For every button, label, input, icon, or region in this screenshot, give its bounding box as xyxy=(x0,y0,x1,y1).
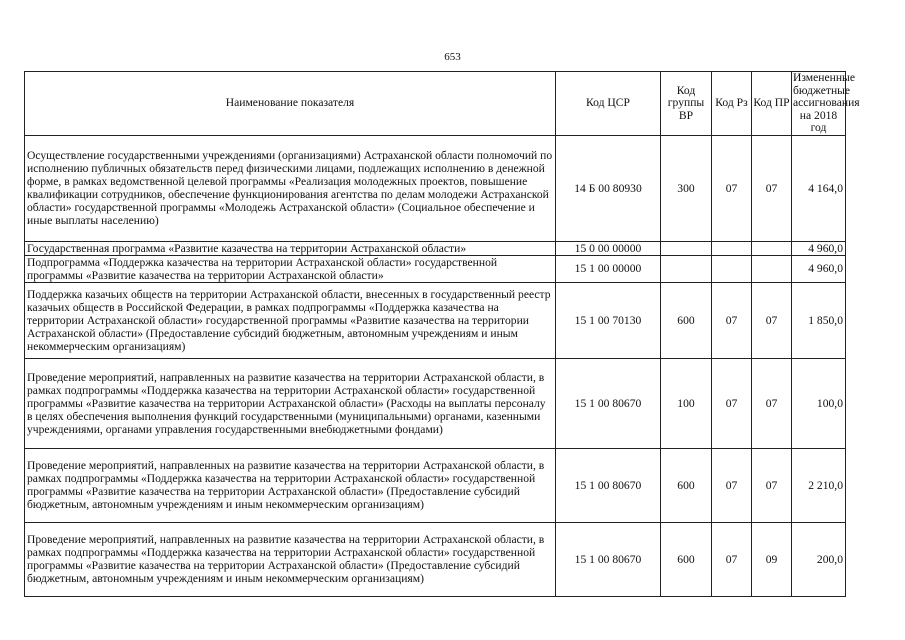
row-vr-code: 600 xyxy=(661,282,712,358)
row-pr-code: 07 xyxy=(752,448,792,522)
row-pr-code xyxy=(752,255,792,282)
row-vr-code: 600 xyxy=(661,522,712,596)
row-name: Государственная программа «Развитие казачества на территории Астраханской области» xyxy=(25,241,556,255)
row-csr-code: 15 1 00 80670 xyxy=(556,448,661,522)
header-amount: Измененные бюджетные ассигнования на 2018 год xyxy=(793,71,860,134)
row-csr-code: 15 0 00 00000 xyxy=(556,241,661,255)
table-body xyxy=(25,135,846,596)
header-csr-code: Код ЦСР xyxy=(556,72,661,136)
table-row xyxy=(25,282,846,358)
row-rz-code: 07 xyxy=(712,358,752,448)
row-name: Подпрограмма «Поддержка казачества на территории Астраханской области» государственной программы «Развитие казачества на территории Астраханской области» xyxy=(25,255,556,282)
header-rz-code: Код Рз xyxy=(712,72,752,136)
row-pr-code: 07 xyxy=(752,135,792,241)
row-vr-code: 100 xyxy=(661,358,712,448)
row-rz-code: 07 xyxy=(712,522,752,596)
table-row xyxy=(25,135,846,241)
row-amount: 200,0 xyxy=(792,522,846,596)
header-pr-code: Код ПР xyxy=(752,72,792,136)
row-pr-code: 07 xyxy=(752,358,792,448)
row-vr-code xyxy=(661,255,712,282)
row-vr-code: 600 xyxy=(661,448,712,522)
table-row xyxy=(25,522,846,596)
row-amount: 100,0 xyxy=(792,358,846,448)
row-rz-code: 07 xyxy=(712,448,752,522)
row-pr-code: 07 xyxy=(752,282,792,358)
table-row xyxy=(25,448,846,522)
table-row xyxy=(25,255,846,282)
row-amount: 4 960,0 xyxy=(792,241,846,255)
row-rz-code: 07 xyxy=(712,282,752,358)
row-vr-code: 300 xyxy=(661,135,712,241)
header-vr-group-code: Код группы ВР xyxy=(661,72,712,136)
header-row xyxy=(25,72,846,136)
row-amount: 1 850,0 xyxy=(792,282,846,358)
header-name: Наименование показателя xyxy=(25,72,556,136)
row-rz-code: 07 xyxy=(712,135,752,241)
row-vr-code xyxy=(661,241,712,255)
row-csr-code: 15 1 00 80670 xyxy=(556,358,661,448)
row-csr-code: 14 Б 00 80930 xyxy=(556,135,661,241)
row-name: Поддержка казачьих обществ на территории Астраханской области, внесенных в государственный реестр казачьих обществ в Российской Федерации, в рамках подпрограммы «Поддержка казачества на территории Астраханской области» государственной программы «Развитие казачества на территории Астраханской области» (Предоставление субсидий бюджетным, автономным учреждениям и иным некоммерческим организациям) xyxy=(25,282,556,358)
row-amount: 4 960,0 xyxy=(792,255,846,282)
row-name: Осуществление государственными учреждениями (организациями) Астраханской области полномочий по исполнению публичных обязательств перед физическими лицами, подлежащих исполнению в денежной форме, в рамках ведомственной целевой программы «Реализация молодежных проектов, повышение квалификации сотрудников, обеспечение функционирования агентства по делам молодежи Астраханской области» государственной программы «Молодежь Астраханской области» (Социальное обеспечение и иные выплаты населению) xyxy=(25,135,556,241)
page-number: 653 xyxy=(444,51,461,63)
table-header xyxy=(25,71,860,136)
row-name: Проведение мероприятий, направленных на развитие казачества на территории Астраханской области, в рамках подпрограммы «Поддержка казачества на территории Астраханской области» государственной программы «Развитие казачества на территории Астраханской области» (Предоставление субсидий бюджетным, автономным учреждениям и иным некоммерческим организациям) xyxy=(25,448,556,522)
row-rz-code xyxy=(712,255,752,282)
table-row xyxy=(25,358,846,448)
table-row xyxy=(25,241,846,255)
budget-allocation-table xyxy=(24,71,860,597)
row-pr-code: 09 xyxy=(752,522,792,596)
row-amount: 4 164,0 xyxy=(792,135,846,241)
row-name: Проведение мероприятий, направленных на развитие казачества на территории Астраханской области, в рамках подпрограммы «Поддержка казачества на территории Астраханской области» государственной программы «Развитие казачества на территории Астраханской области» (Расходы на выплаты персоналу в целях обеспечения выполнения функций государственными (муниципальными) органами, казенными учреждениями, органами управления государственными внебюджетными фондами) xyxy=(25,358,556,448)
row-name: Проведение мероприятий, направленных на развитие казачества на территории Астраханской области, в рамках подпрограммы «Поддержка казачества на территории Астраханской области» государственной программы «Развитие казачества на территории Астраханской области» (Предоставление субсидий бюджетным, автономным учреждениям и иным некоммерческим организациям) xyxy=(25,522,556,596)
row-pr-code xyxy=(752,241,792,255)
row-csr-code: 15 1 00 00000 xyxy=(556,255,661,282)
row-rz-code xyxy=(712,241,752,255)
row-amount: 2 210,0 xyxy=(792,448,846,522)
row-csr-code: 15 1 00 80670 xyxy=(556,522,661,596)
row-csr-code: 15 1 00 70130 xyxy=(556,282,661,358)
